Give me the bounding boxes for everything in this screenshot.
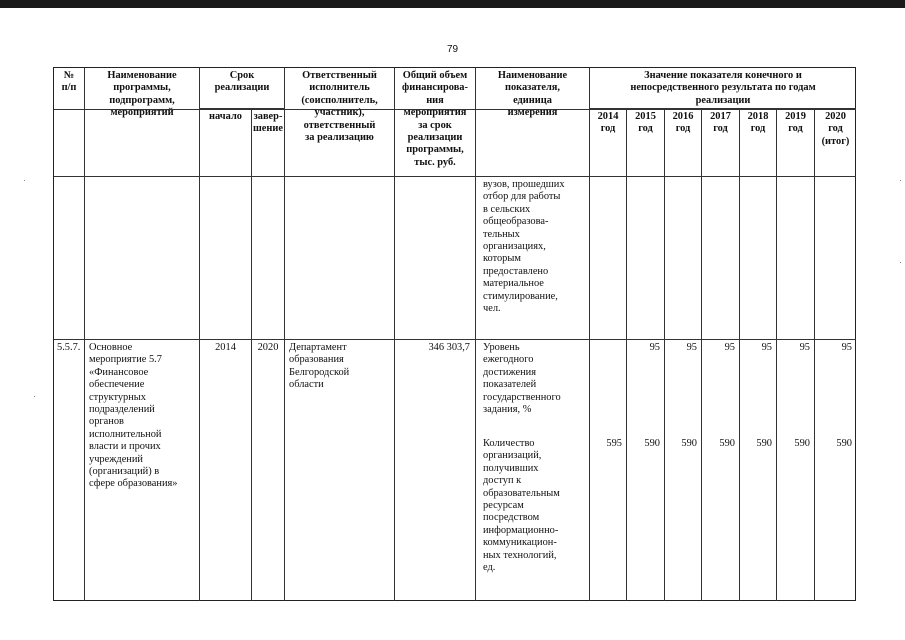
header-year: 2018 год: [747, 111, 769, 135]
row-value-2: 590: [644, 438, 660, 449]
row-value-1: 95: [761, 342, 772, 353]
header-year: 2014 год: [597, 111, 619, 135]
continuation-indicator-text: вузов, прошедших отбор для работы в сельских общеобразова- тельных организациях, которым предоставлено материальное стимулирование, чел.: [483, 179, 565, 315]
row-volume: 346 303,7: [428, 342, 470, 353]
header-year: 2020 год (итог): [821, 111, 850, 147]
scan-top-edge: [0, 0, 905, 8]
header-num: № п/п: [61, 70, 77, 94]
header-term-start: начало: [209, 111, 242, 122]
col-line: [814, 109, 815, 601]
scan-speck: [900, 262, 901, 263]
row-value-1: 95: [841, 342, 852, 353]
row-divider-line: [54, 339, 856, 340]
col-line: [626, 109, 627, 601]
header-volume: Общий объем финансирова- ния мероприятия за срок реализации программы, тыс. руб.: [402, 70, 468, 168]
header-name: Наименование программы, подпрограмм, мероприятий: [107, 70, 177, 119]
header-bottom-line: [54, 176, 856, 177]
row-value-1: 95: [649, 342, 660, 353]
page-number: 79: [446, 44, 459, 55]
col-line: [251, 109, 252, 601]
header-executor: Ответственный исполнитель (соисполнитель, участник), ответственный за реализацию: [301, 70, 378, 144]
header-values-title: Значение показателя конечного и непосредственного результата по годам реализации: [630, 70, 816, 106]
header-term-end: завер- шение: [253, 111, 283, 135]
row-indicator-2: Количество организаций, получивших доступ к образовательным ресурсам посредством информационно- коммуникацион- ных технологий, ед.: [483, 438, 560, 574]
col-line: [701, 109, 702, 601]
row-value-2: 590: [719, 438, 735, 449]
row-executor: Департамент образования Белгородской области: [289, 342, 350, 391]
col-line: [739, 109, 740, 601]
term-subheader-line: [199, 108, 284, 109]
header-year: 2017 год: [710, 111, 731, 135]
row-value-1: 95: [799, 342, 810, 353]
header-indicator: Наименование показателя, единица измерения: [497, 70, 568, 119]
row-value-2: 590: [794, 438, 810, 449]
scan-speck: [900, 180, 901, 181]
header-year: 2016 год: [672, 111, 694, 135]
col-line: [776, 109, 777, 601]
col-line: [475, 68, 476, 601]
row-value-2: 590: [836, 438, 852, 449]
scan-speck: [34, 396, 35, 397]
header-year: 2015 год: [635, 111, 656, 135]
row-value-2: 595: [606, 438, 622, 449]
row-indicator-1: Уровень ежегодного достижения показателей государственного задания, %: [483, 342, 561, 416]
col-line: [589, 68, 590, 601]
row-number: 5.5.7.: [57, 342, 81, 353]
row-start-year: 2014: [215, 342, 236, 353]
row-value-2: 590: [681, 438, 697, 449]
header-term: Срок реализации: [214, 70, 270, 94]
col-line: [199, 68, 200, 601]
row-value-1: 95: [686, 342, 697, 353]
row-end-year: 2020: [257, 342, 279, 353]
row-value-2: 590: [756, 438, 772, 449]
scan-speck: [24, 180, 25, 181]
row-name: Основное мероприятие 5.7 «Финансовое обеспечение структурных подразделений органов исполнительной власти и прочих учреждений (организаций) в сфере образования»: [89, 342, 178, 490]
program-table: [53, 67, 856, 601]
col-line: [84, 68, 85, 601]
col-line: [664, 109, 665, 601]
header-year: 2019 год: [785, 111, 806, 135]
years-subheader-line: [589, 108, 856, 109]
col-line: [284, 68, 285, 601]
row-value-1: 95: [724, 342, 735, 353]
